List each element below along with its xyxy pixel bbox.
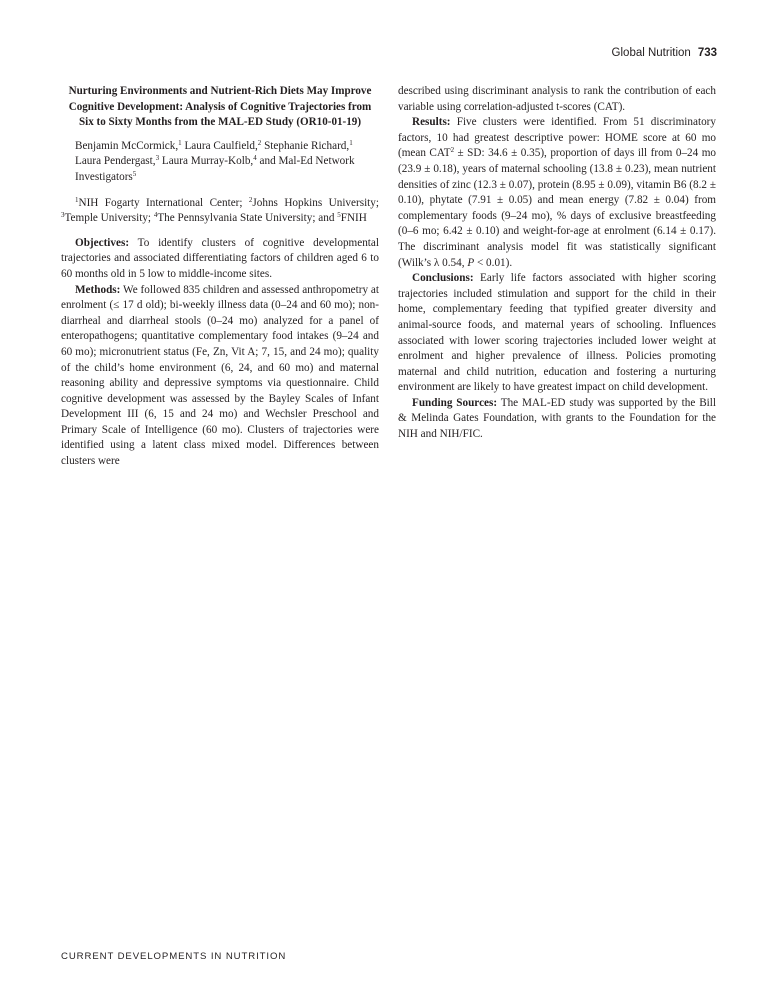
methods-continuation: described using discriminant analysis to rank the contribution of each variable using correlation-adjusted t-scores (CAT).: [398, 85, 716, 113]
author-name: Benjamin McCormick,: [75, 139, 179, 152]
page-number: 733: [697, 47, 717, 59]
author-name: Laura Caulfield,: [184, 139, 258, 152]
author-affiliation-mark: 3: [155, 154, 160, 163]
results-text: < 0.01).: [474, 256, 513, 269]
funding-label: Funding Sources:: [412, 396, 498, 409]
methods-section: [61, 283, 379, 470]
journal-footer: CURRENT DEVELOPMENTS IN NUTRITION: [61, 951, 287, 962]
affiliation: FNIH: [340, 212, 367, 225]
author-name: Laura Murray-Kolb,: [161, 155, 254, 168]
methods-label: Methods:: [75, 283, 121, 296]
affiliation-mark: 2: [248, 195, 253, 204]
author-affiliation-mark: 1: [349, 138, 353, 147]
right-column: [398, 84, 716, 443]
superscript: 2: [450, 146, 455, 155]
author-name: Stephanie Richard,: [264, 139, 350, 152]
journal-section-title: Global Nutrition: [611, 47, 691, 59]
objectives-text: To identify clusters of cognitive developmental trajectories and associated differentiating factors of children aged 6 to 60 months old in 5 low to middle-income sites.: [61, 236, 379, 280]
affiliation-mark: 1: [75, 195, 79, 204]
conclusions-label: Conclusions:: [412, 272, 474, 285]
author-affiliation-mark: 1: [178, 138, 182, 147]
author-name: Laura Pendergast,: [75, 155, 156, 168]
affiliation: Johns Hopkins University;: [252, 196, 379, 209]
results-text: Five clusters were identified. From 51 discriminatory factors, 10 had greatest descriptive power: HOME score at 60 mo (mean CAT: [398, 116, 716, 160]
affiliations: [61, 196, 379, 227]
article-title: Nurturing Environments and Nutrient-Rich Diets May Improve Cognitive Development: Analysis of Cognitive Trajectories from Six to Sixty Months from the MAL-ED Study (OR10-01-19): [68, 85, 372, 129]
author-name: and Mal-Ed Network Investigators: [75, 155, 355, 183]
author-affiliation-mark: 5: [132, 169, 137, 178]
conclusions-section: [398, 271, 716, 396]
objectives-section: [61, 236, 379, 283]
author-affiliation-mark: 4: [253, 154, 257, 163]
affiliation-mark: 5: [337, 211, 341, 220]
left-column: [61, 84, 379, 470]
objectives-label: Objectives:: [75, 236, 130, 249]
author-list: [61, 139, 379, 186]
results-text: ± SD: 34.6 ± 0.35), proportion of days ill from 0–24 mo (23.9 ± 0.18), years of maternal schooling (13.8 ± 0.23), mean nutrient densities of zinc (12.3 ± 0.07), protein (8.95 ± 0.09), vitamin B6 (8.2 ± 0.10), phytate (7.91 ± 0.05) and mean energy (7.82 ± 0.04) from complementary foods (9–24 mo), % days of exclusive breastfeeding (0–6 mo; 6.42 ± 0.10) and weight-for-age at enrolment (6.14 ± 0.17). The discriminant analysis model fit was statistically significant (Wilk’s λ 0.54,: [398, 147, 716, 269]
results-label: Results:: [412, 116, 451, 129]
affiliation-mark: 3: [61, 211, 65, 220]
p-value-symbol: P: [467, 256, 475, 269]
methods-text: We followed 835 children and assessed anthropometry at enrolment (≤ 17 d old); bi-weekly illness data (0–24 and 60 mo); non-diarrheal and diarrheal stools (0–24 mo) analyzed for a panel of enteropathogens; quantitative complementary food intakes (9–24 and 60 mo); micronutrient status (Fe, Zn, Vit A; 7, 15, and 24 mo); quality of the child’s home environment (6, 24, and 60 mo) and maternal reasoning ability and depressive symptoms via questionnaire. Child cognitive development was assessed by the Bayley Scales of Infant Development III (6, 15 and 24 mo) and Wechsler Preschool and Primary Scale of Intelligence (60 mo). Clusters of trajectories were identified using a latent class mixed model. Differences between clusters were: [61, 283, 379, 468]
running-head: [612, 47, 717, 59]
funding-text: The MAL-ED study was supported by the Bill & Melinda Gates Foundation, with grants to the Foundation for the NIH and NIH/FIC.: [398, 396, 716, 441]
affiliation: Temple University;: [64, 212, 154, 225]
results-section: [398, 115, 716, 271]
conclusions-text: Early life factors associated with higher scoring trajectories included stimulation and support for the child in their home, complementary feeding that typified greater diversity and animal-source foods, and maternal years of schooling. Influences associated with lower scoring trajectories included lower weight at enrolment and higher prevalence of illness. Policies promoting maternal and child nutrition, education and fostering a nurturing environment are likely to have greatest impact on child development.: [398, 272, 716, 394]
affiliation: The Pennsylvania State University; and: [157, 212, 338, 225]
affiliation: NIH Fogarty International Center;: [78, 196, 249, 209]
author-affiliation-mark: 2: [257, 138, 262, 147]
funding-section: [398, 396, 716, 443]
affiliation-mark: 4: [153, 211, 158, 220]
